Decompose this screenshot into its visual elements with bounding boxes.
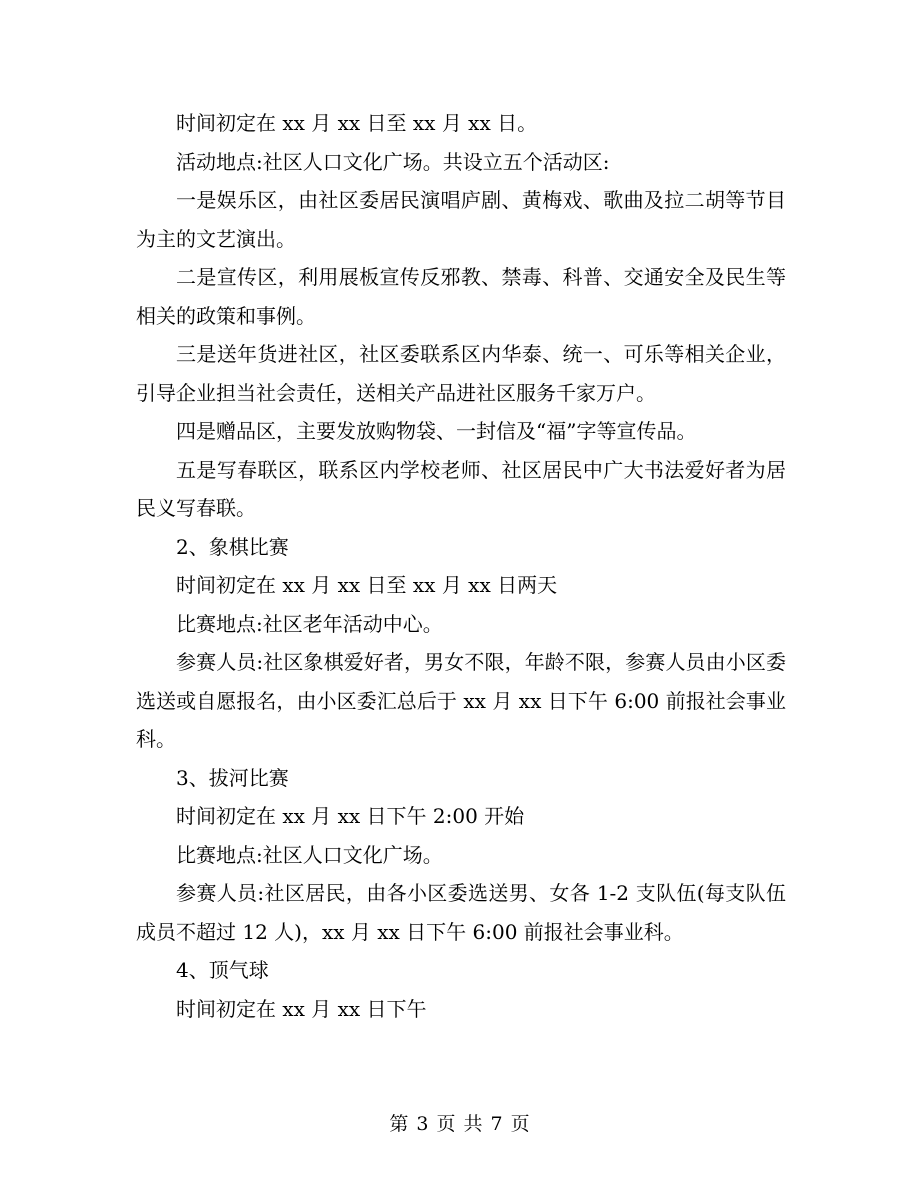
paragraph: 时间初定在 xx 月 xx 日至 xx 月 xx 日。 [176,111,538,135]
paragraph: 三是送年货进社区，社区委联系区内华泰、统一、可乐等相关企业，引导企业担当社会责任，送相关产品进社区服务千家万户。 [136,342,786,405]
paragraph: 四是赠品区，主要发放购物袋、一封信及“福”字等宣传品。 [176,419,697,443]
section-heading: 3、拔河比赛 [176,765,289,790]
paragraph: 时间初定在 xx 月 xx 日下午 2:00 开始 [176,804,525,828]
paragraph: 活动地点:社区人口文化广场。共设立五个活动区: [176,149,610,174]
paragraph: 参赛人员:社区象棋爱好者，男女不限，年龄不限，参赛人员由小区委选送或自愿报名，由小区委汇总后于 xx 月 xx 日下午 6:00 前报社会事业科。 [136,650,786,751]
paragraph: 比赛地点:社区人口文化广场。 [176,842,443,867]
paragraph: 一是娱乐区，由社区委居民演唱庐剧、黄梅戏、歌曲及拉二胡等节目为主的文艺演出。 [136,188,786,251]
paragraph: 时间初定在 xx 月 xx 日下午 [176,996,427,1021]
paragraph: 时间初定在 xx 月 xx 日至 xx 月 xx 日两天 [176,573,558,597]
paragraph: 参赛人员:社区居民，由各小区委选送男、女各 1-2 支队伍(每支队伍成员不超过 12 人)，xx 月 xx 日下午 6:00 前报社会事业科。 [136,881,786,944]
section-heading: 4、顶气球 [176,958,269,982]
page-number-footer: 第 3 页 共 7 页 [389,1113,531,1135]
document-body [136,104,786,1028]
paragraph: 比赛地点:社区老年活动中心。 [176,611,443,636]
paragraph: 二是宣传区，利用展板宣传反邪教、禁毒、科普、交通安全及民生等相关的政策和事例。 [136,265,786,328]
section-heading: 2、象棋比赛 [176,534,289,559]
paragraph: 五是写春联区，联系区内学校老师、社区居民中广大书法爱好者为居民义写春联。 [136,457,786,520]
